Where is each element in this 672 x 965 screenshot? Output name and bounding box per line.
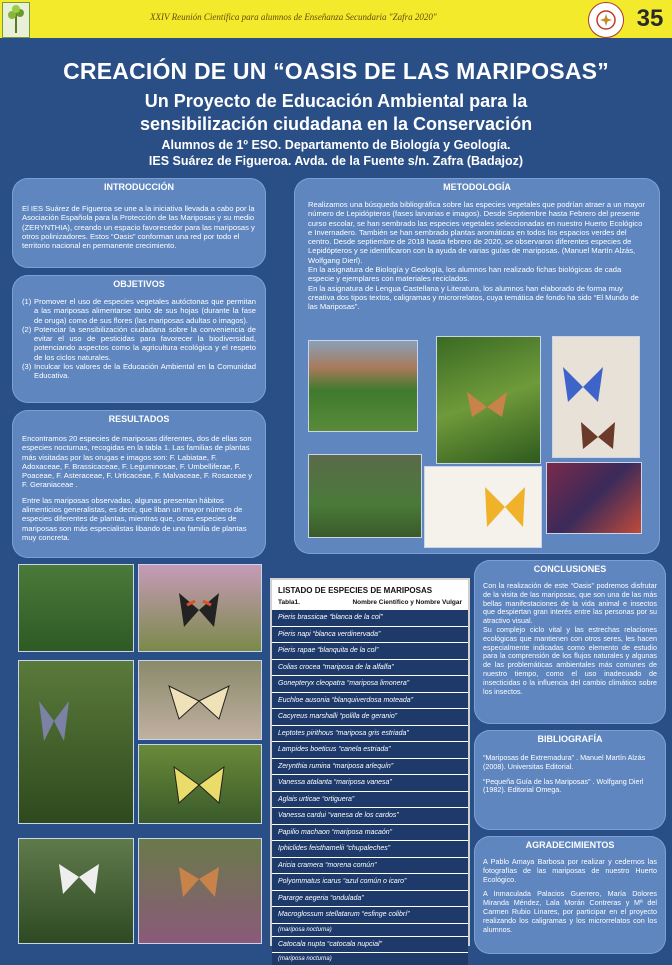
- garden-photo: [308, 340, 418, 432]
- section-heading: INTRODUCCIÓN: [104, 182, 174, 192]
- conference-title: XXIV Reunión Científica para alumnos de Enseñanza Secundaria "Zafra 2020": [150, 12, 437, 22]
- paragraph: Encontramos 20 especies de mariposas diferentes, dos de ellas son especies nocturnas, recogidas en la tabla 1. Las familias de plantas más visitadas por las orugas e imagos son: F. Labiatae, F. Adoxaceae, F. Brassicaceae, F. Leguminosae, F. Umbelliferae, F. Poaceae, F. Asteraceae, F. Urticaceae, F. Malvaceae, F. Rosaceae y F. Geraniaceae .: [22, 434, 253, 490]
- table-row: Catocala nupta “catocala nupcial”: [272, 936, 468, 953]
- poster-number: 35: [636, 5, 664, 32]
- table-row: Polyommatus icarus “azul común o icaro”: [272, 873, 468, 890]
- poster-title: CREACIÓN DE UN “OASIS DE LAS MARIPOSAS”: [63, 58, 609, 84]
- intro-section: [12, 178, 266, 268]
- subtitle-line: sensibilización ciudadana en la Conservación: [139, 114, 533, 134]
- acknowledgements-text: [474, 850, 666, 934]
- table-row-note: (mariposa nocturna): [272, 952, 468, 965]
- results-section: [12, 410, 266, 558]
- intro-text: [12, 192, 266, 250]
- results-text: [12, 424, 266, 542]
- table-row: Vanessa cardui “vanesa de los cardos”: [272, 807, 468, 824]
- paragraph: En la asignatura de Lengua Castellana y Literatura, los alumnos han elaborado de forma muy creativa dos tipos textos, caligramas y microrrelatos, cuya temática de fondo ha sido “El Mundo de las Mariposas”.: [308, 283, 639, 312]
- list-item: [22, 325, 256, 362]
- section-heading: METODOLOGÍA: [443, 182, 511, 192]
- table-row: Macroglossum stellatarum “esfinge colibrí”: [272, 906, 468, 923]
- section-heading: OBJETIVOS: [113, 279, 165, 289]
- poster-subtitle: [0, 90, 672, 136]
- reference: “Pequeña Guía de las Mariposas” . Wolfgang Dierl (1982). Editorial Omega.: [483, 776, 644, 795]
- section-heading: AGRADECIMIENTOS: [525, 840, 615, 850]
- table-title: LISTADO DE ESPECIES DE MARIPOSAS: [272, 580, 468, 596]
- greenhouse-photo: [308, 454, 422, 538]
- table-row: Euchloe ausonia “blanquiverdosa moteada”: [272, 692, 468, 709]
- thistle-butterfly-photo: [138, 838, 262, 944]
- conclusions-text: [474, 574, 666, 696]
- paragraph: Realizamos una búsqueda bibliográfica sobre las especies vegetales que podrían atraer a un mayor número de Lepidópteros (fases larvarias e imagos). Desde Septiembre hasta Febrero del presente curso escolar, se han sembrado las especies vegetales seleccionadas en nuestro Huerto Ecológico e Invernadero. También se han sembrado plantas aromáticas en todos los espacios verdes del centro. Desde septiembre de 2018 hasta febrero de 2020, se observaron diferentes especies de Lepidópteros y se identificaron con la ayuda de varias guías de mariposas. (Manuel Martín Alzás, Wolfgang Dierl).: [308, 200, 645, 265]
- section-heading: CONCLUSIONES: [533, 564, 607, 574]
- bibliography-text: [474, 744, 666, 795]
- table-col-header: Nombre Científico y Nombre Vulgar: [352, 599, 462, 606]
- authors-line: IES Suárez de Figueroa. Avda. de la Fuente s/n. Zafra (Badajoz): [148, 154, 524, 168]
- table-row: Aglais urticae “ortiguera”: [272, 791, 468, 808]
- authors-line: Alumnos de 1º ESO. Departamento de Biología y Geología.: [161, 138, 511, 152]
- acknowledgements-section: [474, 836, 666, 954]
- table-row: Vanessa atalanta “mariposa vanesa”: [272, 774, 468, 791]
- objectives-section: [12, 275, 266, 403]
- white-butterfly-photo: [18, 838, 134, 944]
- table-row: Cacyreus marshalli “polilla de geranio”: [272, 708, 468, 725]
- butterfly-photo: [436, 336, 541, 464]
- methodology-text: [294, 192, 660, 312]
- item-number: (1): [22, 297, 32, 306]
- section-heading: BIBLIOGRAFÍA: [537, 734, 603, 744]
- blue-butterfly-photo: [18, 660, 134, 824]
- paragraph: El IES Suárez de Figueroa se une a la iniciativa llevada a cabo por la Asociación Española para la Protección de las Mariposas y su medio (ZERYNTHIA), creando un espacio favorecedor para las mariposas y otros polinizadores. Estos “Oasis” conforman una red por todo el territorio nacional en permanente crecimiento.: [22, 204, 255, 251]
- table-row: Lampides boeticus “canela estriada”: [272, 741, 468, 758]
- table-row: Leptotes pirithous “mariposa gris estriada”: [272, 725, 468, 742]
- table-row: Gonepteryx cleopatra “mariposa limonera”: [272, 675, 468, 692]
- paragraph: A Pablo Amaya Barbosa por realizar y cedernos las fotografías de las mariposas de nuestro Huerto Ecológico.: [483, 857, 657, 884]
- item-text: Potenciar la sensibilización ciudadana sobre la conveniencia de evitar el uso de pesticidas para favorecer la biodiversidad, potenciando aspectos como la agricultura ecológica y el respeto de los ciclos naturales.: [34, 324, 256, 362]
- table-row: Zerynthia rumina “mariposa arlequín”: [272, 758, 468, 775]
- species-table: [270, 578, 470, 962]
- butterfly-models-photo: [552, 336, 640, 458]
- list-item: [22, 362, 256, 381]
- leaf-photo: [18, 564, 134, 652]
- header-bar: [0, 0, 672, 38]
- bibliography-section: [474, 730, 666, 830]
- table-row: Pieris brassicae “blanca de la col”: [272, 609, 468, 626]
- conclusions-section: [474, 560, 666, 724]
- table-row: Papilio machaon “mariposa macaón”: [272, 824, 468, 841]
- swallowtail-photo: [138, 744, 262, 824]
- table-row: Pieris rapae “blanquita de la col”: [272, 642, 468, 659]
- collage-photo: [546, 462, 642, 534]
- subtitle-line: Un Proyecto de Educación Ambiental para la: [144, 91, 528, 111]
- paragraph: En la asignatura de Biología y Geología, los alumnos han realizado fichas biológicas de cada especie y ejemplares con materiales reciclados.: [308, 265, 622, 284]
- poster-authors: [0, 137, 672, 169]
- list-item: [22, 297, 256, 325]
- reference: “Mariposas de Extremadura” . Manuel Martín Alzás (2008). Universitas Editorial.: [483, 753, 646, 771]
- paragraph: Con la realización de este “Oasis” podremos disfrutar de la visita de las mariposas, que son una de las más bellas manifestaciones de la vida animal e insectos que despiertan gran interés entre las personas por su atractivo visual.: [483, 581, 657, 626]
- item-number: (3): [22, 362, 32, 372]
- item-text: Inculcar los valores de la Educación Ambiental en la Comunidad Educativa.: [34, 362, 256, 381]
- table-row: Colias crocea “mariposa de la alfalfa”: [272, 659, 468, 676]
- table-header: [272, 596, 468, 609]
- section-heading: RESULTADOS: [108, 414, 170, 424]
- calligram-photo: [424, 466, 542, 548]
- table-row: Aricia cramera “morena común”: [272, 857, 468, 874]
- table-row-note: (mariposa nocturna): [272, 923, 468, 936]
- table-row: Pieris napi “blanca verdinervada”: [272, 626, 468, 643]
- item-text: Promover el uso de especies vegetales autóctonas que permitan a las mariposas alimentarse tanto de sus hojas (durante la fase de oruga) como de sus flores (las mariposas adultas o imagos).: [34, 297, 256, 325]
- paragraph: A Inmaculada Palacios Guerrero, María Dolores Miranda Méndez, Lala Morán Contreras y Mª del Carmen Rubio Linares, por participar en el proyecto realizando los caligramas y los microrrelatos con los alumnos.: [483, 889, 657, 934]
- objectives-list: [12, 289, 266, 381]
- zerynthia-photo: [138, 660, 262, 740]
- school-logo: [2, 2, 30, 38]
- table-row: Pararge aegeria “ondulada”: [272, 890, 468, 907]
- table-row: Iphiclides feisthamelii “chupaleches”: [272, 840, 468, 857]
- table-label: Tabla1.: [278, 599, 300, 606]
- paragraph: Entre las mariposas observadas, algunas presentan hábitos alimenticios generalistas, es decir, que liban un mayor número de especies diferentes de plantas, mientras que, otras especies de mariposas son más especialistas libando de una familia de plantas muy concreta.: [22, 495, 247, 542]
- item-number: (2): [22, 324, 32, 334]
- conference-logo: [588, 2, 624, 38]
- paragraph: Su complejo ciclo vital y las estrechas relaciones ecológicas que mantienen con otros seres, les hacen especialmente indicadas como elemento de estudio para la comprensión de los flujos naturales y algunas de las problemáticas ambientales más comunes de nuestro tiempo, como el uso inadecuado de insecticidas o la influencia del cambio climático sobre los insectos.: [483, 624, 657, 696]
- red-admiral-photo: [138, 564, 262, 652]
